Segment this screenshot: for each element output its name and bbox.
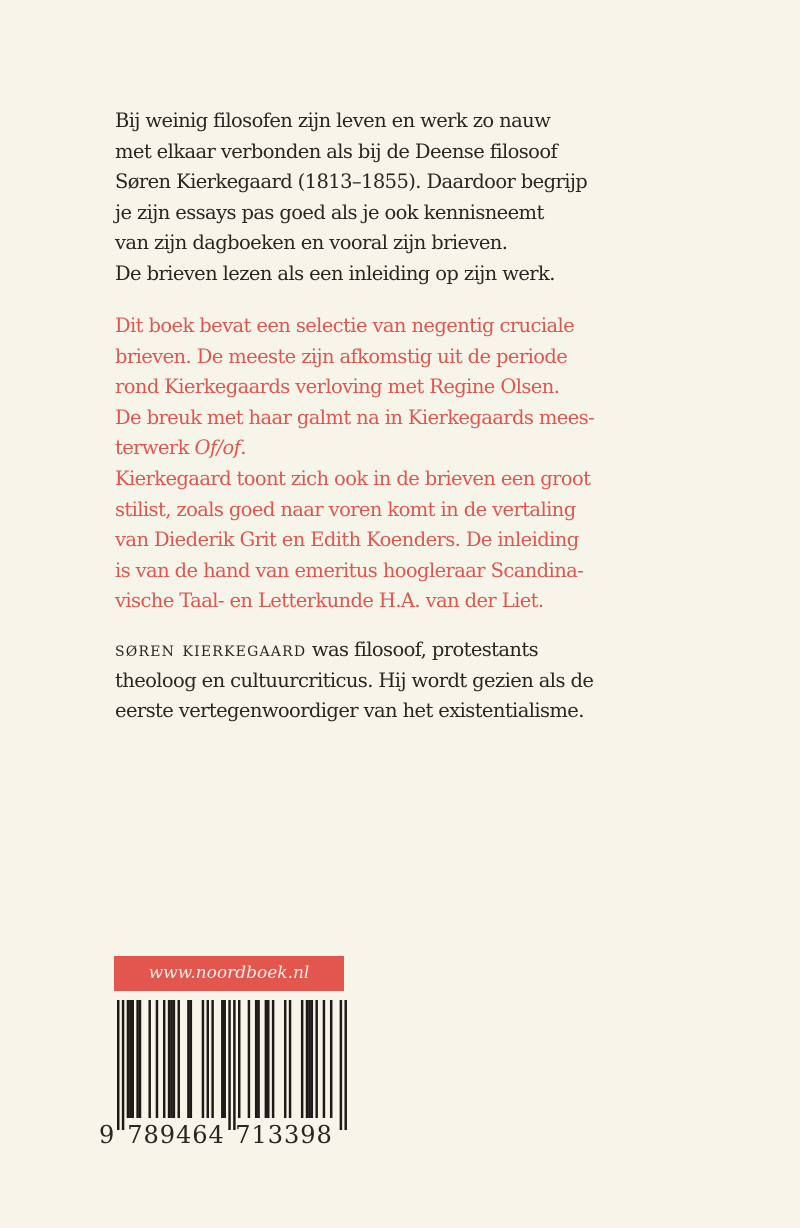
summary-line: is van de hand van emeritus hoogleraar Scandina-	[115, 558, 584, 582]
barcode-bar	[190, 1000, 192, 1118]
website-url-bar: www.noordboek.nl	[114, 956, 344, 991]
summary-text: terwerk	[115, 436, 195, 460]
barcode-bar	[129, 1000, 131, 1118]
barcode-bar	[168, 1000, 170, 1118]
intro-line: Søren Kierkegaard (1813–1855). Daardoor begrijp	[115, 170, 588, 194]
barcode-bar	[202, 1000, 204, 1118]
barcode-bar	[323, 1000, 325, 1118]
isbn-barcode	[92, 1000, 352, 1150]
bio-line: theoloog en cultuurcriticus. Hij wordt gezien als de	[115, 668, 594, 692]
intro-line: met elkaar verbonden als bij de Deense filosoof	[115, 139, 558, 163]
intro-line: je zijn essays pas goed als je ook kennisneemt	[115, 200, 544, 224]
barcode-bar	[178, 1000, 180, 1118]
barcode-bar	[330, 1000, 332, 1118]
barcode-bar	[248, 1000, 250, 1118]
barcode-bar	[315, 1000, 317, 1118]
summary-line	[115, 433, 615, 464]
barcode-bar	[132, 1000, 134, 1118]
barcode-bar	[284, 1000, 286, 1118]
barcode-bar	[211, 1000, 213, 1118]
barcode-left-digits: 789464	[127, 1121, 225, 1149]
barcode-bar	[265, 1000, 267, 1118]
summary-line: vische Taal- en Letterkunde H.A. van der Liet.	[115, 589, 544, 613]
barcode-bar	[344, 1000, 346, 1130]
barcode-bar	[127, 1000, 129, 1118]
barcode-bar	[136, 1000, 138, 1118]
barcode-bar	[122, 1000, 124, 1130]
summary-line: van Diederik Grit en Edith Koenders. De inleiding	[115, 528, 579, 552]
barcode-bar	[306, 1000, 308, 1118]
barcode-bar	[255, 1000, 257, 1118]
barcode-bar	[267, 1000, 269, 1118]
barcode-bar	[117, 1000, 119, 1130]
barcode-lead-digit: 9	[99, 1121, 115, 1149]
author-name: søren kierkegaard	[115, 638, 307, 661]
intro-line: van zijn dagboeken en vooral zijn brieven.	[115, 231, 508, 255]
barcode-bar	[238, 1000, 240, 1118]
author-bio	[115, 635, 615, 727]
barcode-bar	[139, 1000, 141, 1118]
summary-text: .	[240, 436, 246, 460]
barcode-bar	[311, 1000, 313, 1118]
barcode-bar	[207, 1000, 209, 1118]
intro-line: De brieven lezen als een inleiding op zijn werk.	[115, 261, 555, 285]
barcode-bar	[163, 1000, 165, 1118]
barcode-bar	[289, 1000, 291, 1118]
barcode-bar	[233, 1000, 235, 1130]
summary-paragraph	[115, 311, 615, 617]
barcode-bar	[257, 1000, 259, 1118]
barcode-right-digits: 713398	[235, 1121, 333, 1149]
barcode-bar	[340, 1000, 342, 1130]
barcode-bars	[117, 1000, 347, 1130]
summary-line: stilist, zoals goed naar voren komt in de vertaling	[115, 497, 576, 521]
bio-line	[115, 635, 615, 666]
summary-line: Dit boek bevat een selectie van negentig cruciale	[115, 314, 575, 337]
intro-paragraph	[115, 106, 615, 290]
bio-line: eerste vertegenwoordiger van het existentialisme.	[115, 699, 584, 723]
summary-line: De breuk met haar galmt na in Kierkegaards mees-	[115, 405, 595, 429]
barcode-bar	[173, 1000, 175, 1118]
barcode-bar	[301, 1000, 303, 1118]
barcode-bar	[221, 1000, 223, 1118]
barcode-bar	[228, 1000, 230, 1130]
barcode-bar	[308, 1000, 310, 1118]
barcode-bar	[170, 1000, 172, 1118]
barcode-bar	[223, 1000, 225, 1118]
book-title: Of/of	[194, 436, 241, 460]
barcode-bar	[156, 1000, 158, 1118]
barcode-bar	[148, 1000, 150, 1118]
summary-line: brieven. De meeste zijn afkomstig uit de periode	[115, 344, 568, 368]
bio-text: was filosoof, protestants	[306, 638, 539, 661]
intro-line: Bij weinig filosofen zijn leven en werk zo nauw	[115, 109, 551, 132]
barcode-bar	[272, 1000, 274, 1118]
summary-line: rond Kierkegaards verloving met Regine Olsen.	[115, 375, 560, 399]
barcode-bar	[187, 1000, 189, 1118]
summary-line: Kierkegaard toont zich ook in de brieven een groot	[115, 466, 591, 490]
